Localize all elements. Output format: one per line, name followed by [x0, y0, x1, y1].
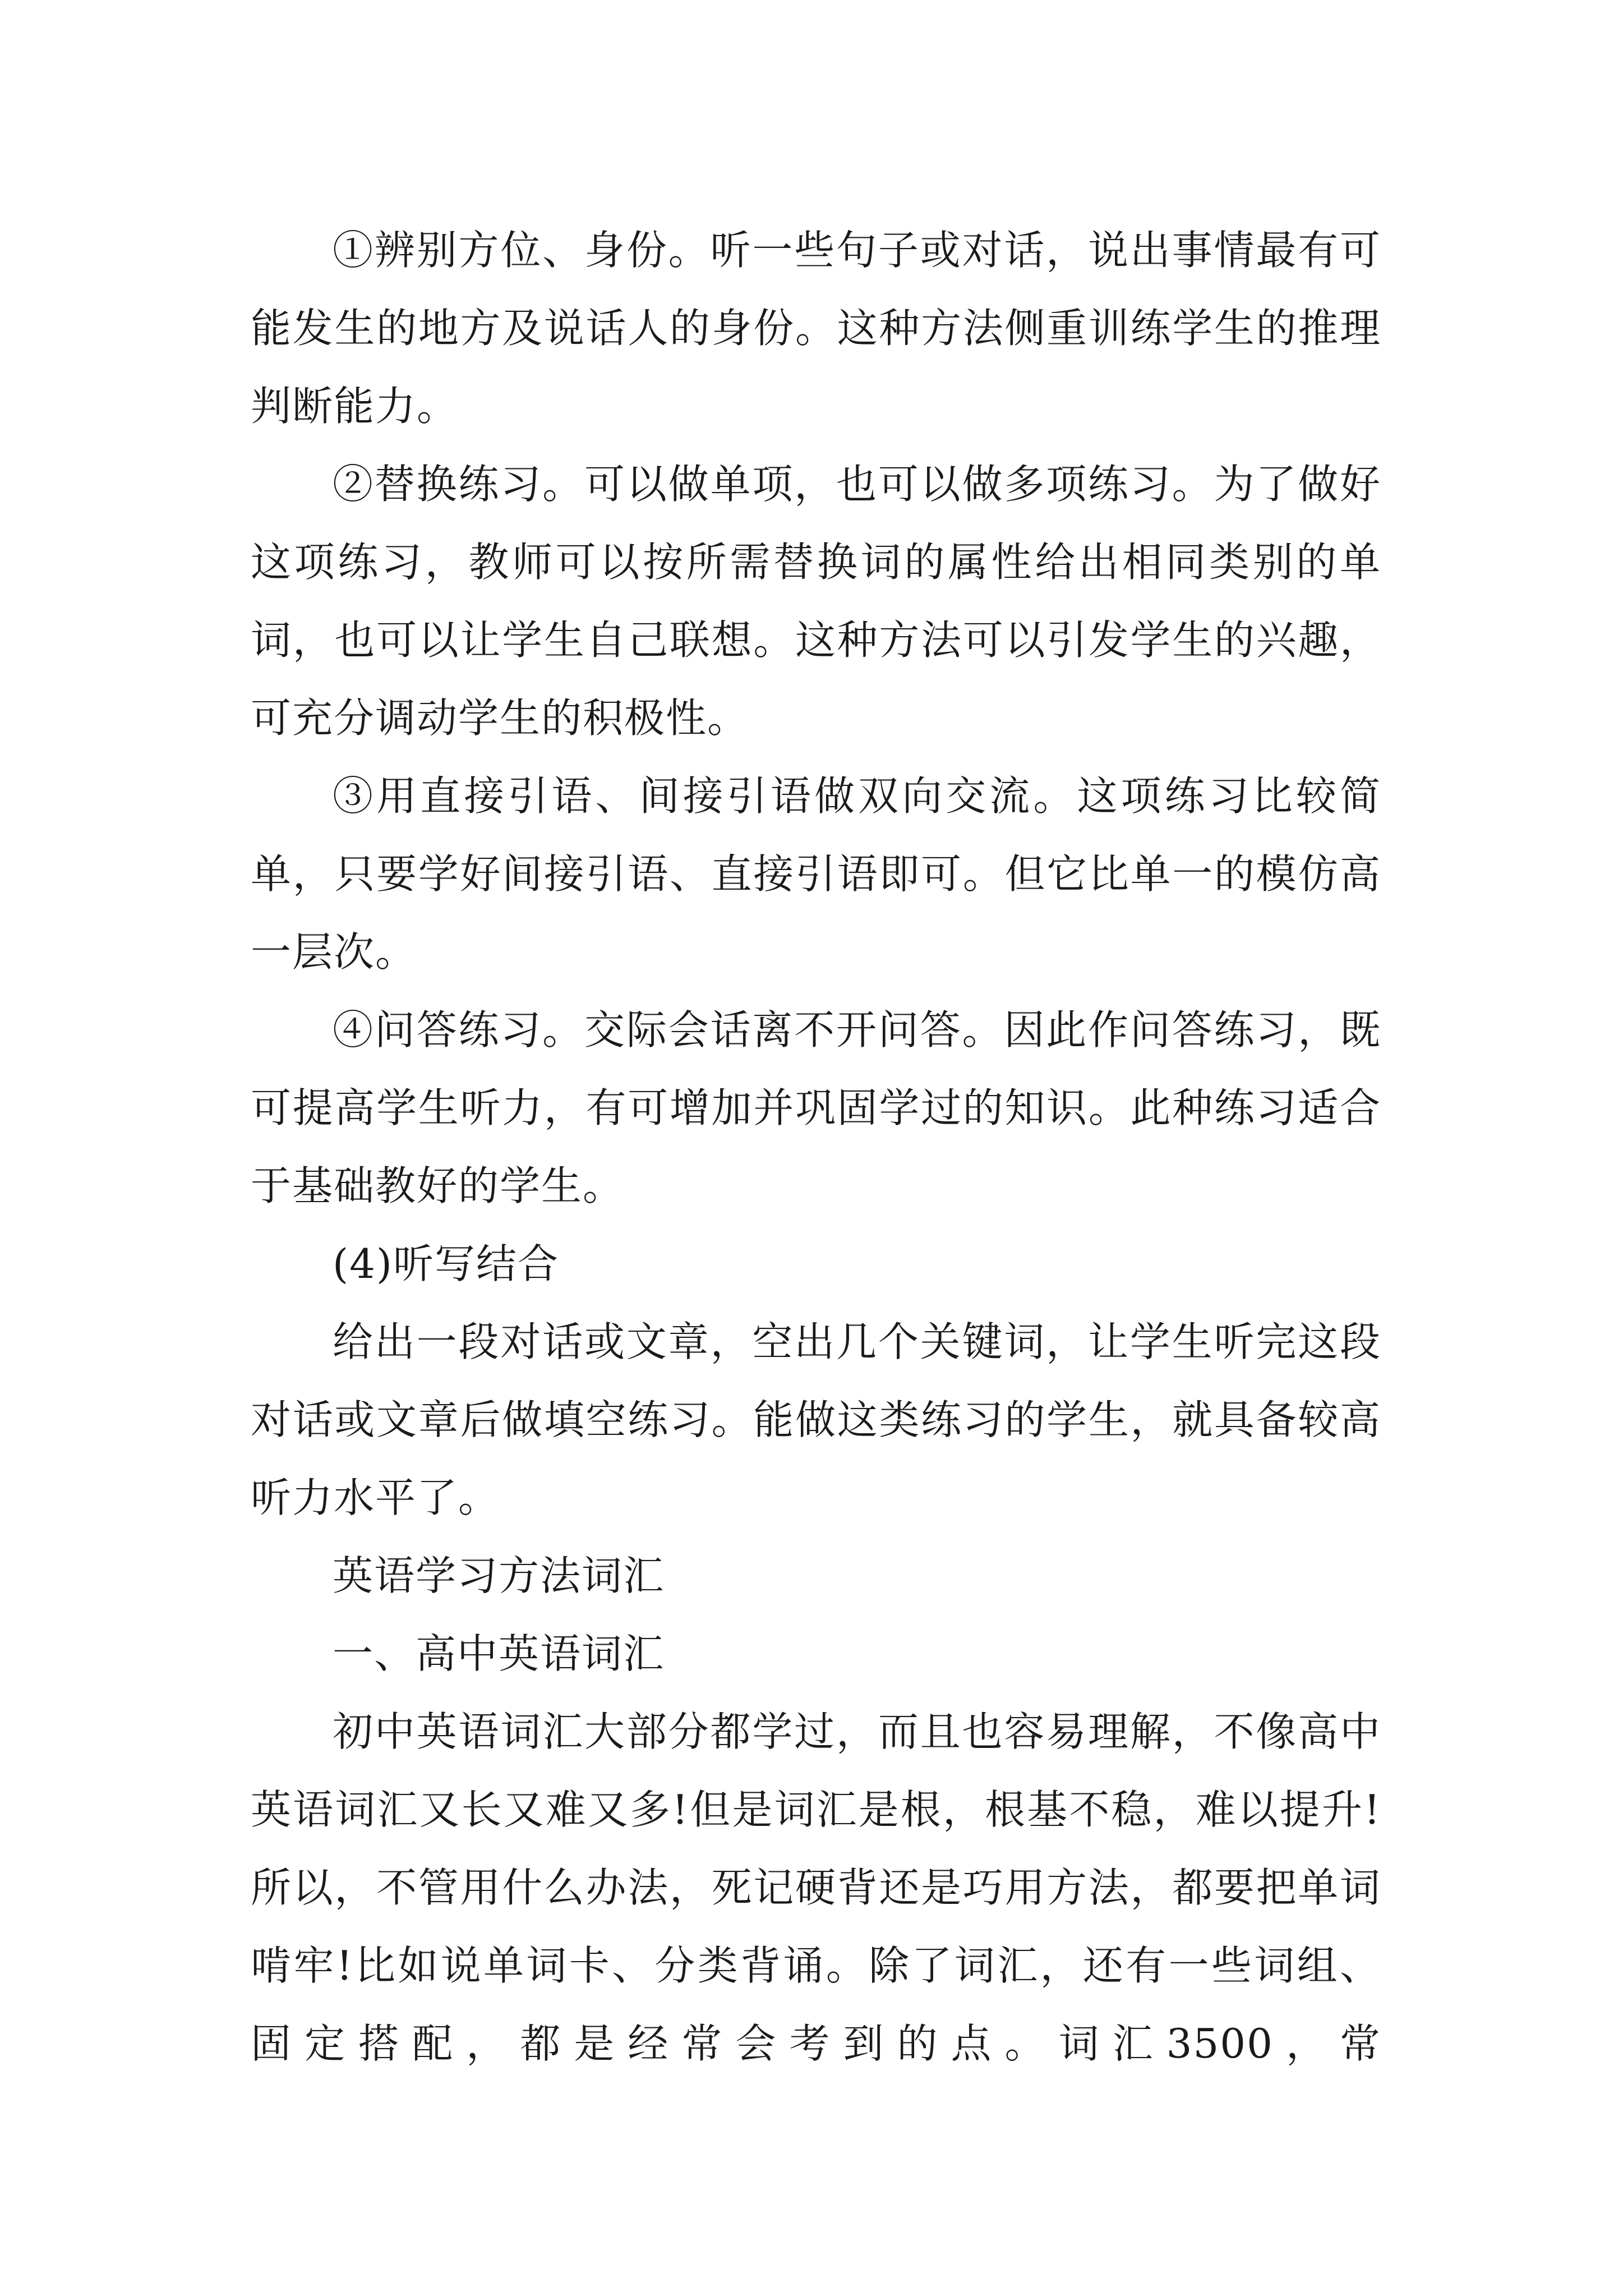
paragraph-question-answer: ④问答练习。交际会话离不开问答。因此作问答练习，既可提高学生听力，有可增加并巩固学过的知识。此种练习适合于基础教好的学生。: [251, 1006, 1381, 1209]
paragraph-identify-location: ①辨别方位、身份。听一些句子或对话，说出事情最有可能发生的地方及说话人的身份。这种方法侧重训练学生的推理判断能力。: [251, 227, 1381, 430]
paragraph-direct-indirect-speech: ③用直接引语、间接引语做双向交流。这项练习比较简单，只要学好间接引语、直接引语即可。但它比单一的模仿高一层次。: [251, 772, 1381, 976]
heading-listen-write: (4)听写结合: [333, 1240, 559, 1287]
paragraph-vocabulary-advice: 初中英语词汇大部分都学过，而且也容易理解，不像高中英语词汇又长又难又多!但是词汇是根，根基不稳，难以提升!所以，不管用什么办法，死记硬背还是巧用方法，都要把单词啃牢!比如说单词卡、分类背诵。除了词汇，还有一些词组、固定搭配，都是经常会考到的点。词汇3500，常: [251, 1708, 1381, 2067]
heading-vocabulary-methods: 英语学习方法词汇: [333, 1552, 665, 1599]
paragraph-substitution-practice: ②替换练习。可以做单项，也可以做多项练习。为了做好这项练习，教师可以按所需替换词的属性给出相同类别的单词，也可以让学生自己联想。这种方法可以引发学生的兴趣，可充分调动学生的积极性。: [251, 461, 1381, 742]
heading-high-school-vocabulary: 一、高中英语词汇: [333, 1630, 665, 1677]
document-body: [251, 211, 1381, 2083]
paragraph-fill-in-blank: 给出一段对话或文章，空出几个关键词，让学生听完这段对话或文章后做填空练习。能做这类练习的学生，就具备较高听力水平了。: [251, 1318, 1381, 1521]
